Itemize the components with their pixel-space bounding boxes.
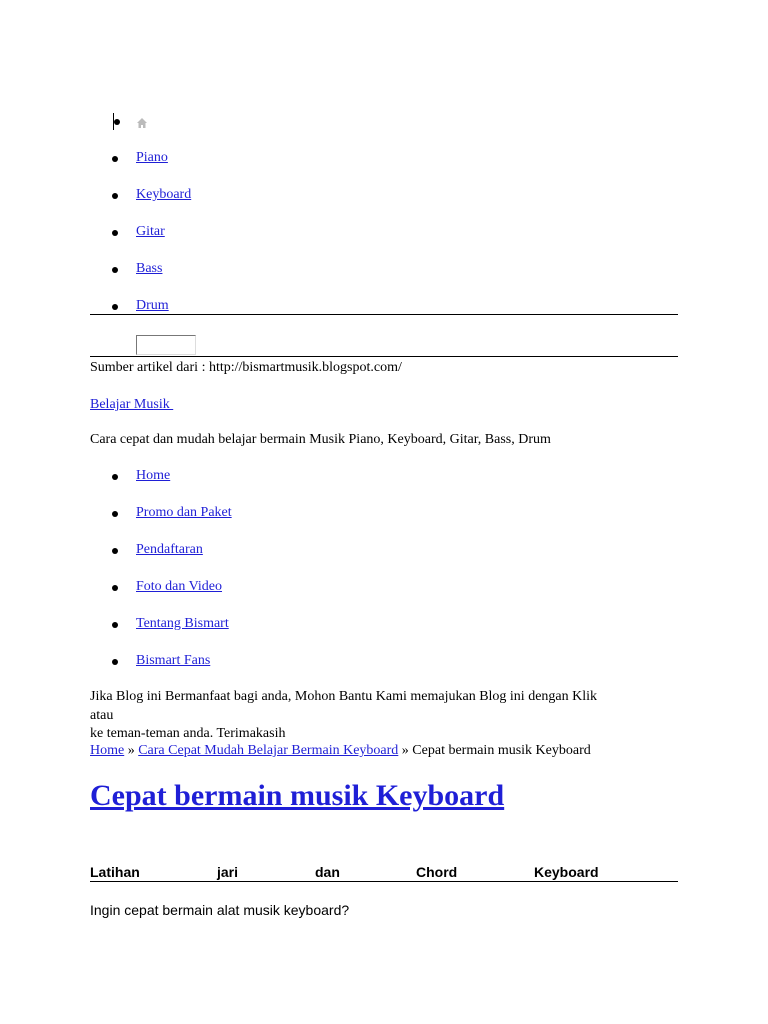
subtitle-word: Chord xyxy=(416,864,458,880)
top-nav-link-gitar[interactable]: Gitar xyxy=(136,224,165,239)
main-nav-link-pendaftaran[interactable]: Pendaftaran xyxy=(136,542,203,557)
post-title-link[interactable]: Cepat bermain musik Keyboard xyxy=(90,779,505,812)
subtitle-word: jari xyxy=(217,864,239,880)
search-input[interactable] xyxy=(136,335,196,355)
subtitle-word: Latihan xyxy=(90,864,140,880)
bullet xyxy=(112,230,118,236)
promo-line: Jika Blog ini Bermanfaat bagi anda, Mohon Bantu Kami memajukan Blog ini dengan Klik xyxy=(90,689,598,704)
bullet xyxy=(112,585,118,591)
post-intro: Ingin cepat bermain alat musik keyboard? xyxy=(90,902,350,918)
post-subtitle xyxy=(90,864,678,882)
blog-description: Cara cepat dan mudah belajar bermain Musik Piano, Keyboard, Gitar, Bass, Drum xyxy=(90,432,551,447)
subtitle-word: dan xyxy=(315,864,340,880)
top-nav-link-drum[interactable]: Drum xyxy=(136,298,169,313)
bullet xyxy=(112,267,118,273)
main-nav-link-promo[interactable]: Promo dan Paket xyxy=(136,505,232,520)
bullet xyxy=(112,622,118,628)
top-nav-link-bass[interactable]: Bass xyxy=(136,261,163,276)
source-line: Sumber artikel dari : http://bismartmusik.blogspot.com/ xyxy=(90,360,402,375)
divider xyxy=(90,314,678,315)
top-nav-link-piano[interactable]: Piano xyxy=(136,150,168,165)
divider xyxy=(90,356,678,357)
bullet xyxy=(112,511,118,517)
breadcrumb-separator: » xyxy=(124,743,139,758)
breadcrumb xyxy=(90,742,591,759)
breadcrumb-home-link[interactable]: Home xyxy=(90,743,125,758)
bullet xyxy=(112,193,118,199)
main-nav-link-tentang[interactable]: Tentang Bismart xyxy=(136,616,229,631)
promo-line: atau xyxy=(90,708,114,723)
promo-line: ke teman-teman anda. Terimakasih xyxy=(90,726,286,741)
bullet xyxy=(112,548,118,554)
main-nav-link-home[interactable]: Home xyxy=(136,468,171,483)
bullet xyxy=(112,659,118,665)
home-icon[interactable] xyxy=(136,117,148,129)
bullet xyxy=(112,474,118,480)
breadcrumb-current: Cepat bermain musik Keyboard xyxy=(412,743,591,758)
bullet xyxy=(114,119,120,125)
bullet xyxy=(112,156,118,162)
top-nav-link-keyboard[interactable]: Keyboard xyxy=(136,187,192,202)
main-nav-link-fans[interactable]: Bismart Fans xyxy=(136,653,211,668)
bullet xyxy=(112,304,118,310)
breadcrumb-category-link[interactable]: Cara Cepat Mudah Belajar Bermain Keyboard xyxy=(138,743,399,758)
blog-title-link[interactable]: Belajar Musik xyxy=(90,397,174,412)
main-nav-link-foto-video[interactable]: Foto dan Video xyxy=(136,579,223,594)
subtitle-word: Keyboard xyxy=(534,864,599,880)
breadcrumb-separator: » xyxy=(398,743,413,758)
